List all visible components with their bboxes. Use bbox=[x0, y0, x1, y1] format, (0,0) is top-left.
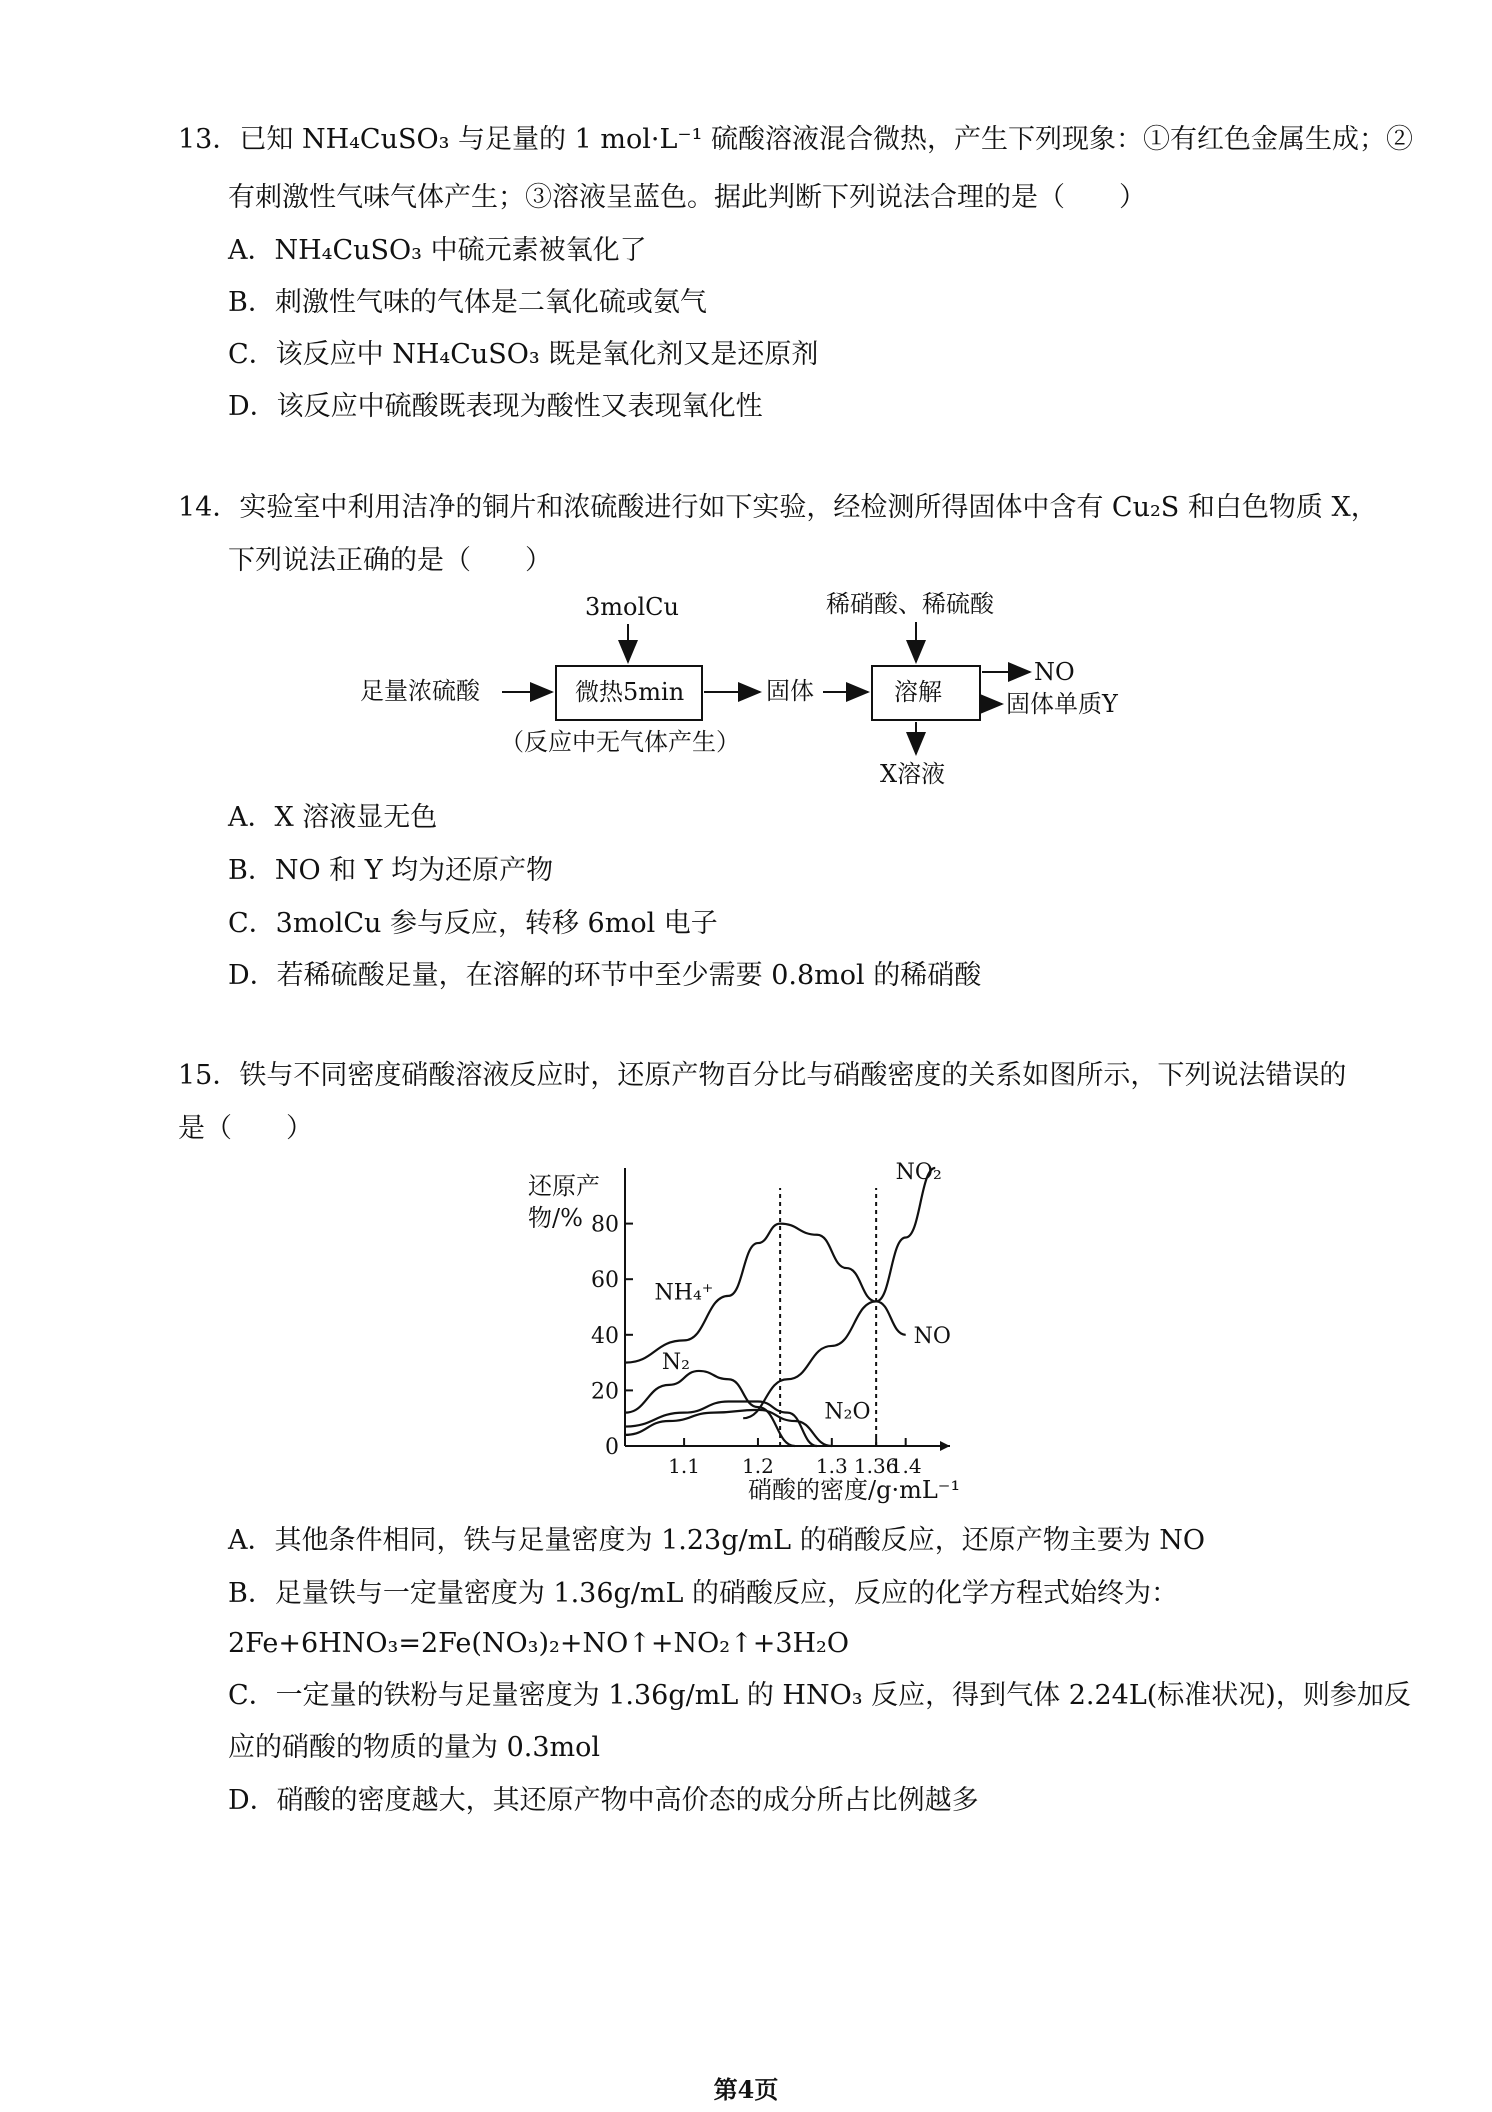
q15-option-b: B．足量铁与一定量密度为 1.36g/mL 的硝酸反应，反应的化学方程式始终为： bbox=[228, 1578, 1179, 1609]
q15-option-a: A．其他条件相同，铁与足量密度为 1.23g/mL 的硝酸反应，还原产物主要为 NO bbox=[228, 1525, 1206, 1556]
chart-series-label: N₂O bbox=[824, 1399, 871, 1425]
flow-reagent-cu: 3molCu bbox=[585, 593, 679, 621]
chart-x-arrow bbox=[940, 1441, 950, 1451]
q15-stem-line1: 15．铁与不同密度硝酸溶液反应时，还原产物百分比与硝酸密度的关系如图所示，下列说法错误的 bbox=[178, 1060, 1347, 1091]
chart-x-tick-label: 1.4 bbox=[889, 1454, 922, 1478]
q13-stem-line2: 有刺激性气味气体产生；③溶液呈蓝色。据此判断下列说法合理的是（ ） bbox=[228, 182, 1146, 213]
chart-series-line bbox=[743, 1168, 935, 1418]
q15-stem-line2: 是（ ） bbox=[178, 1113, 313, 1144]
chart-x-tick-label: 1.2 bbox=[742, 1454, 774, 1478]
flow-reagent-acids: 稀硝酸、稀硫酸 bbox=[826, 590, 994, 618]
flow-out-no: NO bbox=[1034, 658, 1075, 686]
chart-ylabel-line1: 还原产 bbox=[528, 1172, 600, 1200]
q15-option-c: C．一定量的铁粉与足量密度为 1.36g/mL 的 HNO₃ 反应，得到气体 2.24L(标准状况)，则参加反 bbox=[228, 1680, 1411, 1711]
chart-y-tick-label: 0 bbox=[605, 1435, 619, 1460]
flow-acid-input: 足量浓硫酸 bbox=[360, 677, 480, 705]
chart-x-tick-label: 1.36 bbox=[853, 1454, 899, 1478]
chart-series-label: NH₄⁺ bbox=[654, 1280, 714, 1306]
chart-y-tick-label: 80 bbox=[591, 1212, 619, 1238]
page-number: 第4页 bbox=[713, 2075, 779, 2104]
chart-series-label: NO bbox=[913, 1323, 951, 1349]
chart-y-tick-label: 60 bbox=[591, 1268, 619, 1294]
q14-stem-line1: 14．实验室中利用洁净的铜片和浓硫酸进行如下实验，经检测所得固体中含有 Cu₂S 和白色物质 X， bbox=[178, 492, 1378, 523]
q13-stem-line1: 13．已知 NH₄CuSO₃ 与足量的 1 mol·L⁻¹ 硫酸溶液混合微热，产生下列现象：①有红色金属生成；② bbox=[178, 124, 1414, 155]
chart-xlabel: 硝酸的密度/g·mL⁻¹ bbox=[748, 1476, 961, 1504]
chart-y-tick-label: 40 bbox=[591, 1323, 619, 1349]
q13-option-c: C．该反应中 NH₄CuSO₃ 既是氧化剂又是还原剂 bbox=[228, 339, 819, 370]
chart-y-tick-label: 20 bbox=[591, 1379, 619, 1405]
flow-out-x-solution: X溶液 bbox=[880, 760, 946, 788]
q13-option-d: D．该反应中硫酸既表现为酸性又表现氧化性 bbox=[228, 391, 763, 422]
q15-equation: 2Fe+6HNO₃=2Fe(NO₃)₂+NO↑+NO₂↑+3H₂O bbox=[228, 1628, 849, 1659]
chart-x-tick-label: 1.3 bbox=[815, 1454, 848, 1478]
flow-box-dissolve-label: 溶解 bbox=[894, 678, 942, 706]
chart-series-line bbox=[625, 1371, 795, 1446]
chart-ylabel-line2: 物/% bbox=[528, 1204, 583, 1232]
chart-series-label: NO₂ bbox=[895, 1160, 942, 1186]
q14-option-c: C．3molCu 参与反应，转移 6mol 电子 bbox=[228, 908, 718, 939]
flow-solid: 固体 bbox=[766, 677, 814, 705]
q15-option-d: D．硝酸的密度越大，其还原产物中高价态的成分所占比例越多 bbox=[228, 1785, 979, 1816]
q13-option-b: B．刺激性气味的气体是二氧化硫或氨气 bbox=[228, 287, 707, 318]
q14-option-a: A．X 溶液显无色 bbox=[228, 802, 438, 833]
flow-box-heat-label: 微热5min bbox=[575, 678, 685, 706]
q14-stem-line2: 下列说法正确的是（ ） bbox=[228, 545, 552, 576]
flow-out-solid-y: 固体单质Y bbox=[1006, 690, 1118, 718]
q13-option-a: A．NH₄CuSO₃ 中硫元素被氧化了 bbox=[228, 235, 647, 266]
q14-option-d: D．若稀硫酸足量，在溶解的环节中至少需要 0.8mol 的稀硝酸 bbox=[228, 960, 982, 991]
q14-option-b: B．NO 和 Y 均为还原产物 bbox=[228, 855, 554, 886]
chart-x-tick-label: 1.1 bbox=[668, 1454, 700, 1478]
chart-series-label: N₂ bbox=[661, 1349, 691, 1375]
flow-note: （反应中无气体产生） bbox=[500, 728, 740, 756]
q15-option-c-cont: 应的硝酸的物质的量为 0.3mol bbox=[228, 1732, 601, 1763]
